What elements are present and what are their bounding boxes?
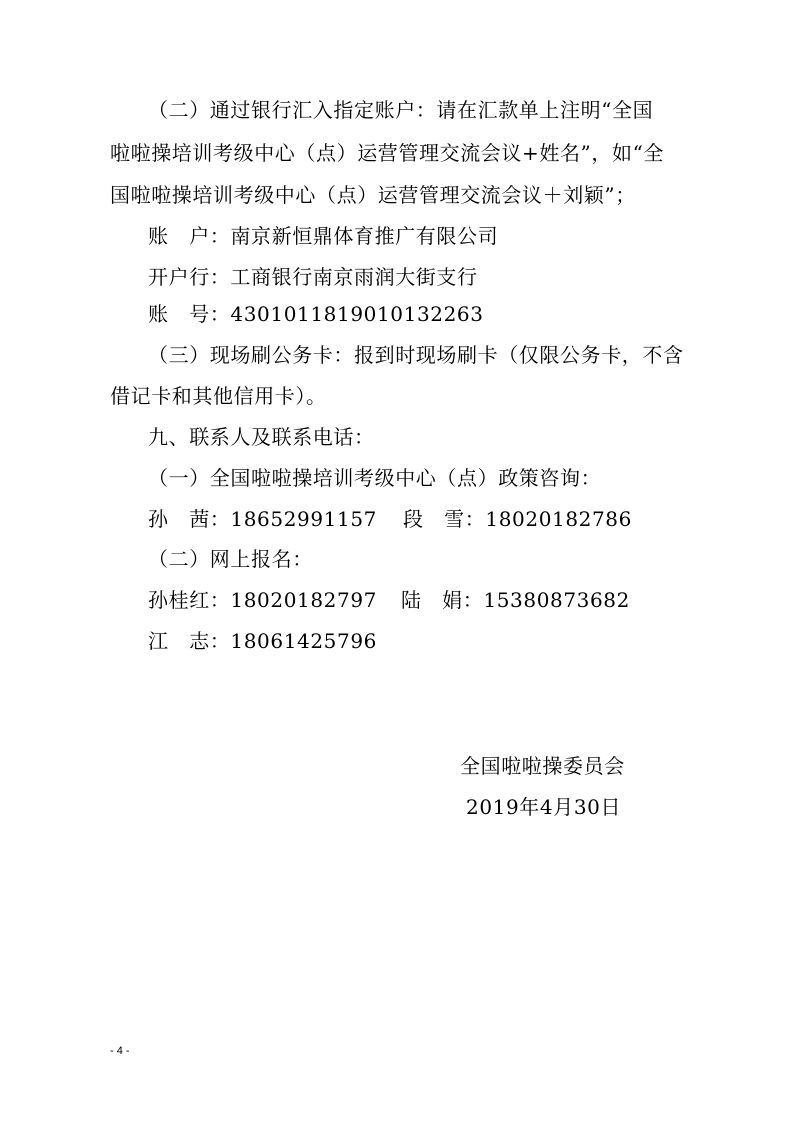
contact-phone: 18652991157 [230,507,377,531]
account-name-value: 南京新恒鼎体育推广有限公司 [230,224,499,248]
contact-phone: 18020182786 [485,507,632,531]
account-name-row [148,222,498,250]
signature-org: 全国啦啦操委员会 [460,754,625,778]
bank-transfer-line-1: （二）通过银行汇入指定账户：请在汇款单上注明“全国 [148,98,654,122]
contact-phone: 18020182797 [230,588,377,612]
online-contact-row-2 [148,627,377,655]
signature-date: 2019年4月30日 [466,795,622,819]
card-line-1: （三）现场刷公务卡：报到时现场刷卡（仅限公务卡，不含 [148,343,684,367]
account-no-label: 账 号： [148,302,231,326]
contact-phone: 15380873682 [483,588,630,612]
card-line-2: 借记卡和其他信用卡）。 [110,384,327,408]
contacts-heading: 九、联系人及联系电话： [148,425,375,449]
account-no-row [148,300,484,328]
bank-transfer-line-2: 啦啦操培训考级中心（点）运营管理交流会议+姓名”，如“全 [110,141,665,165]
bank-value: 工商银行南京雨润大街支行 [230,265,478,289]
bank-transfer-line-3: 国啦啦操培训考级中心（点）运营管理交流会议＋刘颖”； [110,183,636,207]
policy-heading: （一）全国啦啦操培训考级中心（点）政策咨询： [148,466,602,490]
online-contacts-row [148,586,630,614]
contact-name: 陆 娟： [400,588,484,612]
account-name-label: 账 户： [148,224,231,248]
contact-name: 孙 茜： [148,507,231,531]
policy-contacts-row [148,505,632,533]
bank-label: 开户行： [148,265,231,289]
contact-phone: 18061425796 [230,629,377,653]
contact-name: 江 志： [148,629,231,653]
bank-row [148,263,478,291]
contact-name: 段 雪： [402,507,486,531]
contact-name: 孙桂红： [148,588,231,612]
account-no-value: 4301011819010132263 [230,302,484,326]
page-number: - 4 - [110,1045,130,1057]
online-heading: （二）网上报名： [148,547,313,571]
